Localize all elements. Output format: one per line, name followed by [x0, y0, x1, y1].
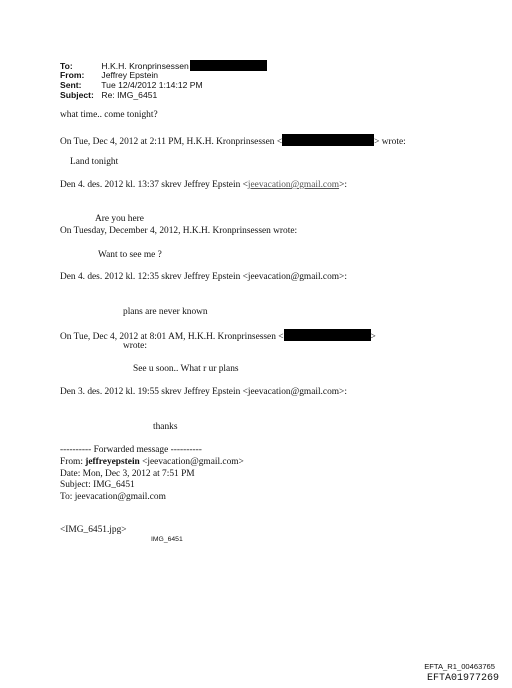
quote-header-text: On Tue, Dec 4, 2012 at 8:01 AM, H.K.H. Kronprinsessen < — [60, 332, 284, 342]
body-line: plans are never known — [123, 307, 208, 317]
quote-header-text: Den 4. des. 2012 kl. 13:37 skrev Jeffrey Epstein < — [60, 180, 248, 190]
bates-number-1: EFTA_R1_00463765 — [424, 662, 495, 671]
attachment-name[interactable]: <IMG_6451.jpg> — [60, 525, 127, 535]
quote-header-text: >: — [339, 180, 347, 190]
from-label: From: — [60, 70, 85, 80]
sent-value: Tue 12/4/2012 1:14:12 PM — [101, 80, 203, 90]
fwd-from-name: jeffreyepstein — [85, 457, 140, 467]
email-link[interactable]: jeevacation@gmail.com — [247, 180, 340, 190]
forwarded-date: Date: Mon, Dec 3, 2012 at 7:51 PM — [60, 469, 195, 479]
subject-value: Re: IMG_6451 — [101, 90, 158, 100]
fwd-from-label: From: — [60, 457, 83, 467]
redaction-block — [284, 329, 371, 341]
attachment-caption: IMG_6451 — [151, 536, 183, 543]
redaction-block — [190, 60, 267, 71]
quote-header — [60, 134, 406, 148]
body-line: Are you here — [95, 214, 144, 224]
to-value: H.K.H. Kronprinsessen — [101, 61, 189, 71]
fwd-from-email: <jeevacation@gmail.com> — [142, 457, 244, 467]
from-value: Jeffrey Epstein — [101, 70, 159, 80]
quote-header: Den 4. des. 2012 kl. 12:35 skrev Jeffrey Epstein <jeevacation@gmail.com>: — [60, 272, 347, 282]
body-line: what time.. come tonight? — [60, 110, 158, 120]
quote-header — [60, 329, 376, 343]
header-subject — [60, 90, 157, 100]
body-line: See u soon.. What r ur plans — [133, 364, 239, 374]
header-sent — [60, 80, 203, 90]
subject-label: Subject: — [60, 90, 94, 100]
bates-number-2: EFTA01977269 — [426, 673, 499, 684]
redaction-block — [282, 134, 374, 146]
quote-header-text: On Tue, Dec 4, 2012 at 2:11 PM, H.K.H. Kronprinsessen < — [60, 137, 283, 147]
body-line: Want to see me ? — [98, 250, 162, 260]
forwarded-to: To: jeevacation@gmail.com — [60, 492, 166, 502]
forwarded-subject: Subject: IMG_6451 — [60, 480, 135, 490]
quote-header-text: > — [370, 332, 376, 342]
to-label: To: — [60, 61, 73, 71]
body-line: thanks — [153, 422, 178, 432]
quote-header-text: > wrote: — [374, 137, 406, 147]
header-from — [60, 70, 158, 80]
sent-label: Sent: — [60, 80, 82, 90]
quote-header: On Tuesday, December 4, 2012, H.K.H. Kronprinsessen wrote: — [60, 226, 298, 236]
quote-header: Den 3. des. 2012 kl. 19:55 skrev Jeffrey Epstein <jeevacation@gmail.com>: — [60, 387, 347, 397]
quote-header-cont: wrote: — [123, 341, 147, 351]
forwarded-divider: ---------- Forwarded message ---------- — [60, 445, 202, 455]
forwarded-from — [60, 457, 244, 468]
quote-header — [60, 180, 347, 191]
body-line: Land tonight — [70, 157, 119, 167]
